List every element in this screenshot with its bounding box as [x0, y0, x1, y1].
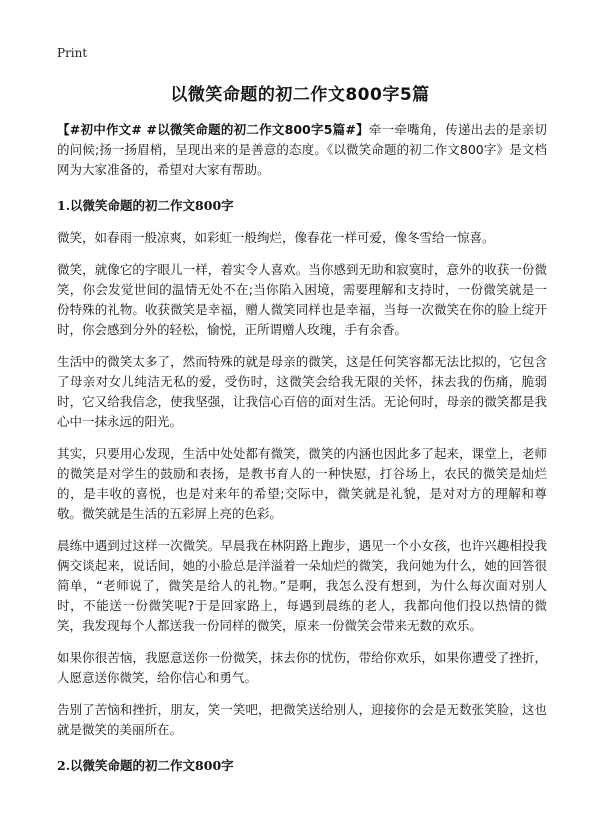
print-link[interactable]: Print — [57, 46, 88, 60]
paragraph: 微笑，就像它的字眼儿一样，着实令人喜欢。当你感到无助和寂寞时，意外的收获一份微笑，你会发觉世间的温情无处不在;当你陷入困境，需要理解和支持时，一份微笑就是一份特殊的礼物。收获微笑是幸福，赠人微笑同样也是幸福，当每一次微笑在你的脸上绽开时，你会感到分外的轻松，愉悦，正所谓赠人玫瑰，手有余香。 — [57, 262, 547, 337]
section-heading-2: 2.以微笑命题的初二作文800字 — [57, 758, 234, 773]
paragraph: 晨练中遇到过这样一次微笑。早晨我在林阴路上跑步，遇见一个小女孩，也许兴趣相投我俩交谈起来，说话间，她的小脸总是洋溢着一朵灿烂的微笑，我问她为什么，她的回答很简单，“老师说了，微笑是给人的礼物。”是啊，我怎么没有想到，为什么每次面对别人时，不能送一份微笑呢?于是回家路上，每遇到晨练的老人，我都向他们投以热情的微笑，我发现每个人都送我一份同样的微笑，原来一份微笑会带来无数的欢乐。 — [57, 538, 547, 633]
paragraph: 告别了苦恼和挫折，朋友，笑一笑吧，把微笑送给别人，迎接你的会是无数张笑脸，这也就是微笑的美丽所在。 — [57, 702, 547, 737]
section-heading-1: 1.以微笑命题的初二作文800字 — [57, 198, 234, 213]
paragraph: 生活中的微笑太多了，然而特殊的就是母亲的微笑，这是任何笑容都无法比拟的，它包含了母亲对女儿纯洁无私的爱，受伤时，这微笑会给我无限的关怀，抹去我的伤痛，脆弱时，它又给我信念，使我坚强，让我信心百倍的面对生活。无论何时，母亲的微笑都是我心中一抹永远的阳光。 — [57, 354, 547, 429]
intro-text: 牵一牵嘴角，传递出去的是亲切的问候;扬一扬眉梢，呈现出来的是善意的态度。《以微笑命题的初二作文800字》是文档网为大家准备的，希望对大家有帮助。 — [57, 122, 547, 177]
paragraph: 如果你很苦恼，我愿意送你一份微笑，抹去你的忧伤，带给你欢乐，如果你遭受了挫折，人愿意送你微笑，给你信心和勇气。 — [57, 650, 547, 685]
intro-paragraph — [57, 120, 547, 180]
paragraph: 其实，只要用心发现，生活中处处都有微笑，微笑的内涵也因此多了起来，课堂上，老师的微笑是对学生的鼓励和表扬，是教书育人的一种快慰，打谷场上，农民的微笑是灿烂的，是丰收的喜悦，也是对来年的希望;交际中，微笑就是礼貌，是对对方的理解和尊敬。微笑就是生活的五彩屏上亮的色彩。 — [57, 446, 547, 521]
intro-tag: 【#初中作文# #以微笑命题的初二作文800字5篇#】 — [57, 122, 369, 137]
paragraph: 微笑，如春雨一般凉爽，如彩虹一般绚烂，像春花一样可爱，像冬雪给一惊喜。 — [57, 230, 495, 245]
article-body — [57, 120, 547, 788]
article-title: 以微笑命题的初二作文800字5篇 — [170, 85, 430, 105]
